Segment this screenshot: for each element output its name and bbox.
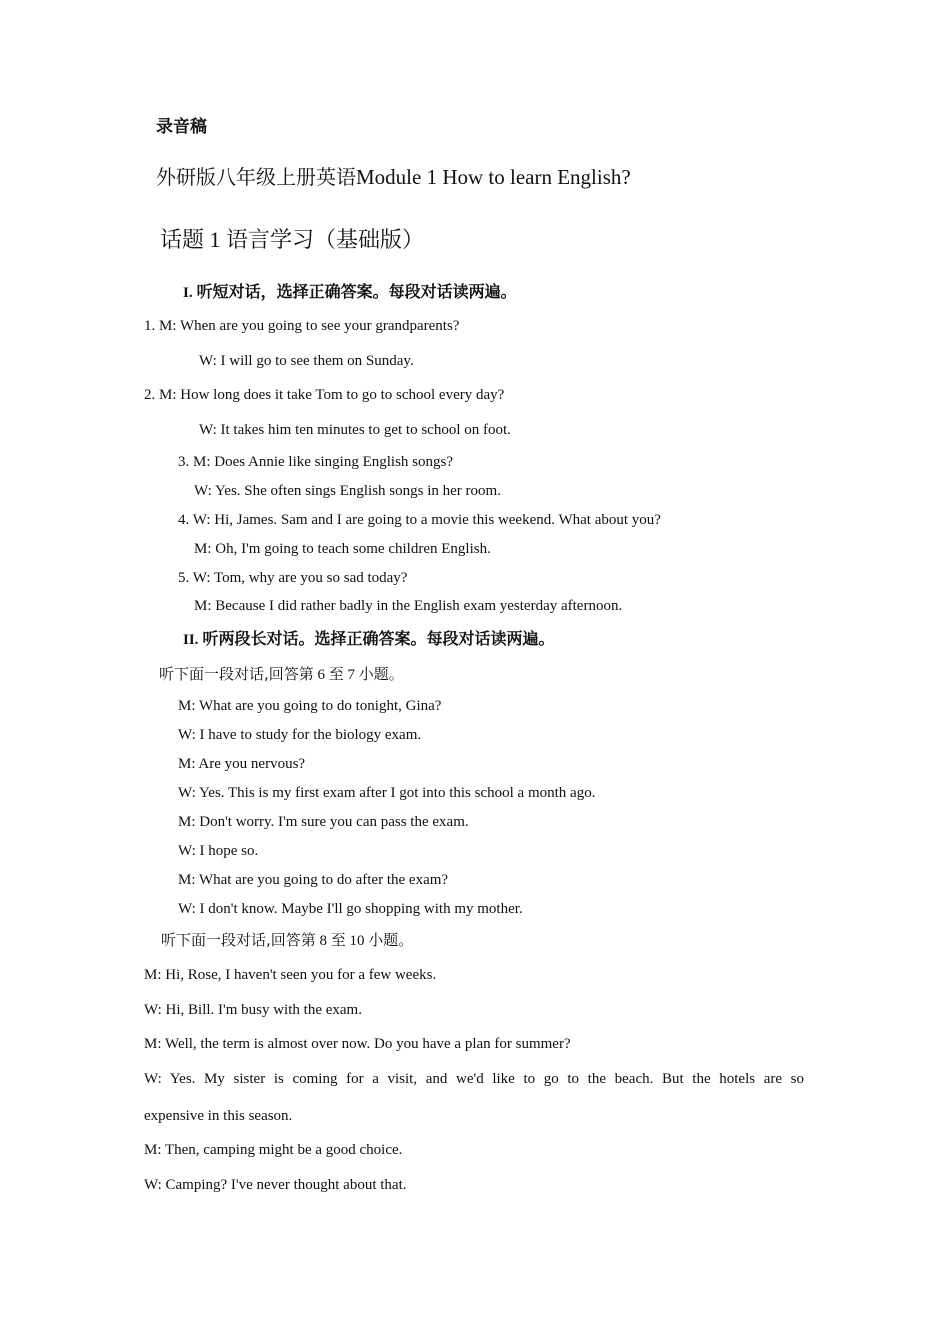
dialog1-line: M: What are you going to do after the exam? bbox=[178, 872, 449, 888]
dialog2-intro bbox=[161, 931, 413, 950]
intro-number: 10 bbox=[349, 933, 365, 949]
dialog2-line: W: Yes. My sister is coming for a visit, and we'd like to go to the beach. But the hotels are so bbox=[144, 1071, 804, 1087]
dialog2-line: expensive in this season. bbox=[144, 1108, 293, 1124]
title-cn: 外研版八年级上册英语 bbox=[156, 165, 356, 189]
section1-heading bbox=[183, 281, 517, 304]
s1-line: 3. M: Does Annie like singing English songs? bbox=[178, 454, 453, 470]
title-en: Module 1 How to learn English? bbox=[356, 165, 631, 189]
doc-title bbox=[156, 163, 631, 191]
dialog2-line: M: Well, the term is almost over now. Do you have a plan for summer? bbox=[144, 1036, 571, 1052]
dialog2-line: W: Camping? I've never thought about that. bbox=[144, 1177, 407, 1193]
s1-line: 2. M: How long does it take Tom to go to school every day? bbox=[144, 387, 505, 403]
topic-num: 1 bbox=[209, 227, 221, 252]
dialog1-line: W: Yes. This is my first exam after I got into this school a month ago. bbox=[178, 785, 596, 801]
s1-line: 1. M: When are you going to see your grandparents? bbox=[144, 318, 460, 334]
section2-heading-text: 听两段长对话。选择正确答案。每段对话读两遍。 bbox=[202, 629, 555, 648]
s1-line: M: Because I did rather badly in the English exam yesterday afternoon. bbox=[194, 598, 623, 614]
dialog1-line: M: Are you nervous? bbox=[178, 756, 306, 772]
intro-text: 听下面一段对话,回答第 bbox=[159, 665, 314, 683]
intro-text: 至 bbox=[328, 665, 344, 683]
section1-heading-text: 听短对话，选择正确答案。每段对话读两遍。 bbox=[196, 282, 517, 301]
section2-heading bbox=[183, 628, 554, 651]
dialog1-intro bbox=[159, 665, 404, 684]
topic-b: 语言学习（基础版） bbox=[226, 228, 425, 253]
s1-line: 5. W: Tom, why are you so sad today? bbox=[178, 570, 408, 586]
dialog1-line: M: What are you going to do tonight, Gina? bbox=[178, 698, 442, 714]
intro-text: 至 bbox=[330, 931, 346, 949]
section2-num: II. bbox=[183, 632, 199, 648]
section1-num: I. bbox=[183, 285, 193, 301]
intro-text: 小题。 bbox=[358, 665, 404, 683]
s1-line: W: Yes. She often sings English songs in her room. bbox=[194, 483, 501, 499]
intro-number: 6 bbox=[317, 667, 326, 683]
dialog1-line: W: I have to study for the biology exam. bbox=[178, 727, 422, 743]
s1-line: W: It takes him ten minutes to get to school on foot. bbox=[199, 422, 511, 438]
dialog2-line: W: Hi, Bill. I'm busy with the exam. bbox=[144, 1002, 362, 1018]
s1-line: W: I will go to see them on Sunday. bbox=[199, 353, 414, 369]
s1-line: 4. W: Hi, James. Sam and I are going to a movie this weekend. What about you? bbox=[178, 512, 661, 528]
intro-number: 7 bbox=[347, 667, 356, 683]
dialog2-line: M: Then, camping might be a good choice. bbox=[144, 1142, 403, 1158]
dialog1-line: M: Don't worry. I'm sure you can pass the exam. bbox=[178, 814, 469, 830]
dialog1-line: W: I hope so. bbox=[178, 843, 259, 859]
dialog2-line: M: Hi, Rose, I haven't seen you for a few weeks. bbox=[144, 967, 437, 983]
dialog1-line: W: I don't know. Maybe I'll go shopping with my mother. bbox=[178, 901, 523, 917]
doc-label: 录音稿 bbox=[156, 117, 207, 137]
intro-text: 小题。 bbox=[368, 931, 414, 949]
s1-line: M: Oh, I'm going to teach some children English. bbox=[194, 541, 491, 557]
topic-a: 话题 bbox=[160, 228, 205, 253]
topic-heading bbox=[160, 224, 424, 257]
intro-number: 8 bbox=[319, 933, 328, 949]
intro-text: 听下面一段对话,回答第 bbox=[161, 931, 316, 949]
